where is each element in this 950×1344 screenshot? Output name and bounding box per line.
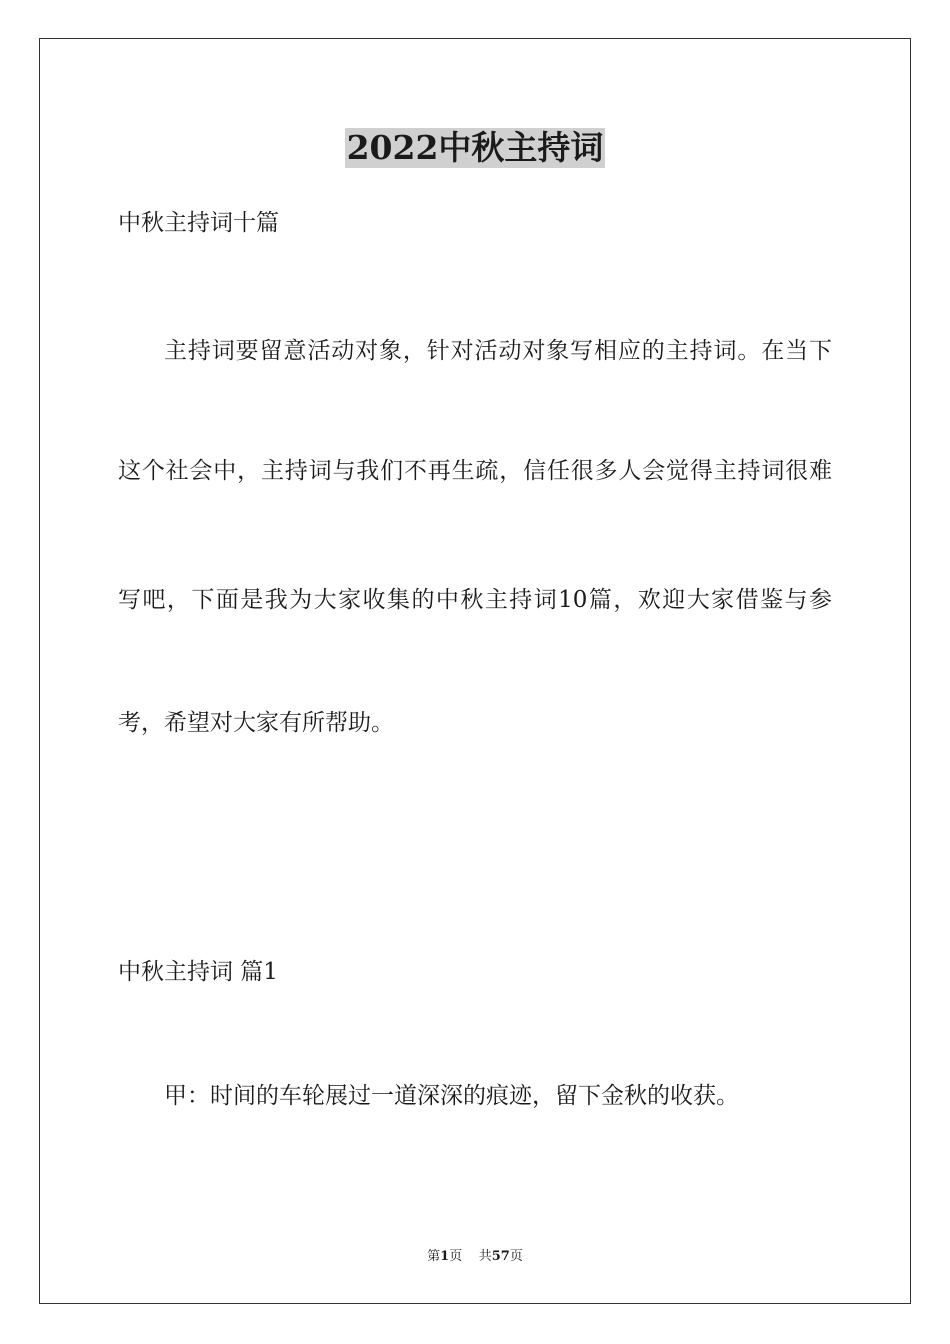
intro-line-2: 这个社会中，主持词与我们不再生疏，信任很多人会觉得主持词很难: [118, 458, 832, 484]
footer-total-suffix: 页: [509, 1249, 523, 1264]
footer-total-pages: 57: [491, 1249, 510, 1264]
footer-page-number: 1: [440, 1249, 450, 1264]
page-footer: [0, 1249, 950, 1265]
subtitle: 中秋主持词十篇: [118, 210, 279, 236]
intro-line-4: 考，希望对大家有所帮助。: [118, 710, 394, 736]
document-title: 2022中秋主持词: [346, 128, 604, 167]
footer-page-suffix: 页: [449, 1249, 463, 1264]
section-line-1: 甲：时间的车轮展过一道深深的痕迹，留下金秋的收获。: [164, 1083, 739, 1109]
intro-line-1: 主持词要留意活动对象，针对活动对象写相应的主持词。在当下: [164, 338, 832, 364]
footer-total-prefix: 共: [478, 1249, 492, 1264]
document-title-wrapper: [0, 128, 950, 168]
footer-page-prefix: 第: [427, 1249, 441, 1264]
section-heading: 中秋主持词 篇1: [118, 959, 278, 985]
intro-line-3: 写吧，下面是我为大家收集的中秋主持词10篇，欢迎大家借鉴与参: [118, 587, 832, 613]
